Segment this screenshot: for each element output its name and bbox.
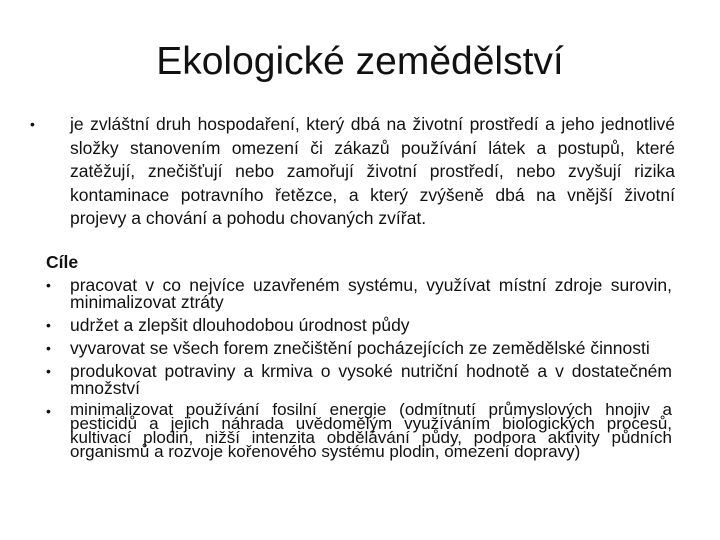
goal-item (46, 317, 672, 334)
bullet-icon: • (46, 317, 51, 333)
goal-item (46, 400, 672, 461)
bullet-icon: • (46, 363, 51, 379)
goal-text: minimalizovat používání fosilní energie (odmítnutí průmyslových hnojiv a pesticidů a jejich náhrada uvědomělým využíváním biologických procesů, kultivací plodin, nižší intenzita obdělávání půdy, podpora aktivity půdních organismů a rozvoje kořenového systému plodin, omezení dopravy) (70, 400, 672, 461)
intro-paragraph (30, 113, 675, 231)
goal-item (46, 363, 672, 397)
bullet-icon: • (46, 403, 51, 419)
slide-title: Ekologické zemědělství (156, 40, 564, 83)
bullet-icon: • (46, 277, 51, 293)
goal-text: vyvarovat se všech forem znečištění pocházejících ze zemědělské činnosti (70, 338, 650, 358)
intro-text: je zvláštní druh hospodaření, který dbá na životní prostředí a jeho jednotlivé složky stanovením omezení či zákazů používání látek a postupů, které zatěžují, znečišťují nebo zamořují životní prostředí, nebo zvyšují rizika kontaminace potravního řetězce, a který zvýšeně dbá na vnější životní projevy a chování a pohodu chovaných zvířat. (70, 114, 675, 228)
bullet-icon: • (30, 116, 35, 132)
bullet-icon: • (46, 340, 51, 356)
goal-text: pracovat v co nejvíce uzavřeném systému, využívat místní zdroje surovin, minimalizovat ztráty (70, 275, 672, 312)
goal-text: produkovat potraviny a krmiva o vysoké nutriční hodnotě a v dostatečném množství (70, 361, 672, 398)
intro-bullet-item (30, 113, 675, 231)
goals-heading: Cíle (46, 252, 79, 272)
goal-item (46, 277, 672, 311)
goal-text: udržet a zlepšit dlouhodobou úrodnost půdy (70, 315, 410, 335)
goal-item (46, 340, 672, 357)
goals-section (46, 250, 672, 465)
